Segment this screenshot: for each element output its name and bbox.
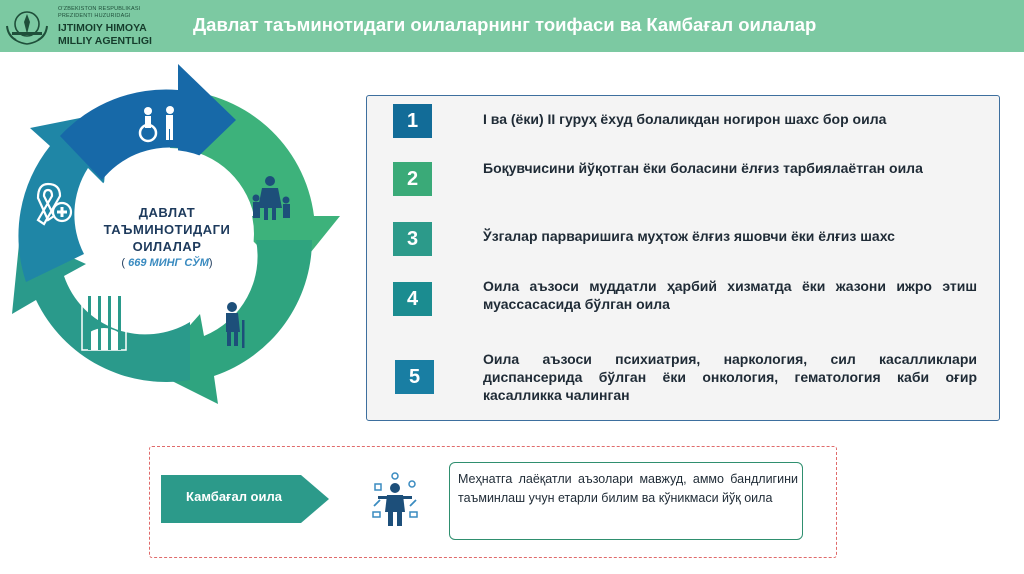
- category-text: Оила аъзоси муддатли ҳарбий хизматда ёки жазони ижро этиш муассасасида бўлган оила: [483, 278, 977, 312]
- center-title-line-2: ТАЪМИНОТИДАГИ: [103, 222, 231, 237]
- logo-line-4: MILLIY AGENTLIGI: [58, 35, 152, 47]
- logo-line-2: PREZIDENTI HUZURIDAGI: [58, 13, 131, 19]
- page-title: Давлат таъминотидаги оилаларнинг тоифаси ва Камбағал оилалар: [193, 14, 817, 35]
- category-number-badge: 4: [393, 282, 432, 316]
- cycle-center-label: [84, 204, 250, 269]
- category-text: Оила аъзоси психиатрия, наркология, сил касалликлари диспансерида бўлган ёки онкология, гематология каби оғир касалликка чалинган: [483, 351, 977, 403]
- center-title-line-1: ДАВЛАТ: [138, 205, 196, 220]
- header-bar: [0, 0, 1024, 52]
- category-number-badge: 5: [395, 360, 434, 394]
- agency-logo[interactable]: [0, 0, 175, 52]
- center-title-line-3: ОИЛАЛАР: [132, 239, 202, 254]
- category-text: Ўзгалар парваришига муҳтож ёлғиз яшовчи ёки ёлғиз шахс: [483, 228, 895, 244]
- poor-family-description: Меҳнатга лаёқатли аъзолари мавжуд, аммо бандлигини таъминлаш учун етарли билим ва кўникмаси йўқ оила: [458, 472, 798, 505]
- worker-tools-icon: [372, 472, 418, 528]
- amount-close: ): [208, 257, 213, 269]
- category-text: Боқувчисини йўқотган ёки боласини ёлғиз тарбиялаётган оила: [483, 160, 923, 176]
- category-number-badge: 1: [393, 104, 432, 138]
- categories-panel: [366, 95, 1000, 421]
- poor-family-description-box: [449, 462, 803, 540]
- poor-family-label: Камбағал оила: [186, 489, 282, 504]
- logo-line-1: O'ZBEKISTON RESPUBLIKASI: [58, 6, 141, 12]
- emblem-icon: [4, 4, 50, 48]
- category-text: I ва (ёки) II гуруҳ ёхуд болаликдан ногирон шахс бор оила: [483, 111, 887, 127]
- logo-line-3: IJTIMOIY HIMOYA: [58, 22, 147, 34]
- amount-value: 669 МИНГ СЎМ: [128, 257, 209, 269]
- amount-open: (: [121, 257, 129, 269]
- category-number-badge: 3: [393, 222, 432, 256]
- prisoner-icon: [82, 296, 126, 350]
- category-number-badge: 2: [393, 162, 432, 196]
- benefit-amount: [84, 257, 250, 269]
